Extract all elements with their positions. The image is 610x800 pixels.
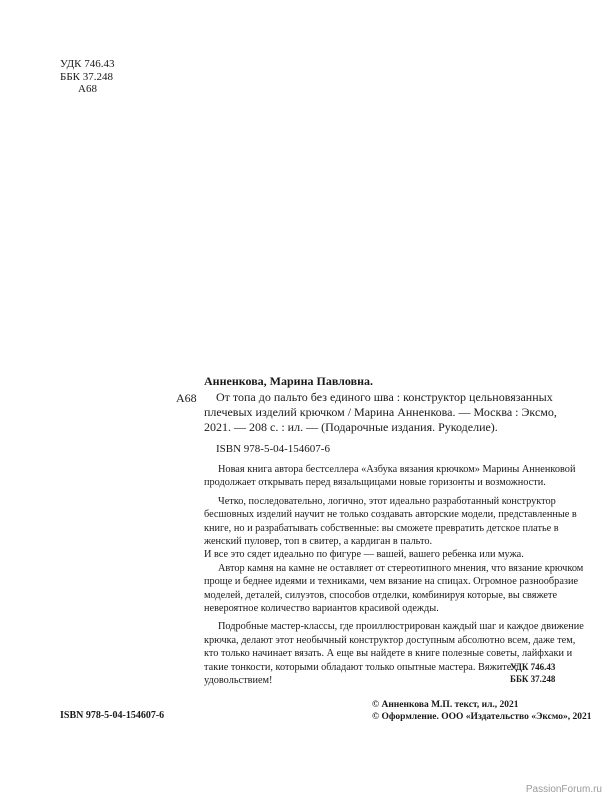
udk-code-bottom: УДК 746.43 — [510, 662, 556, 672]
bbk-code-bottom: ББК 37.248 — [510, 673, 556, 684]
bbk-code: ББК 37.248 — [60, 70, 113, 83]
classification-block-top — [60, 58, 115, 96]
author-mark: А68 — [78, 83, 97, 95]
copyright-block — [372, 699, 591, 723]
udk-code: УДК 746.43 — [60, 58, 115, 70]
catalog-description: От топа до пальто без единого шва : конструктор цельновязанных плечевых изделий крючком / Марина Анненкова. — Москва : Эксмо, 2021. — 208 с. : ил. — (Подарочные издания. Рукоделие). — [204, 390, 557, 434]
annotation-paragraph: И все это сядет идеально по фигуре — вашей, вашего ребенка или мужа. — [204, 549, 524, 561]
annotation — [204, 463, 586, 688]
annotation-paragraph: Новая книга автора бестселлера «Азбука вязания крючком» Марины Анненковой продолжает открывать перед вязальщицами новые горизонты и возможности. — [204, 464, 576, 489]
annotation-paragraph: Автор камня на камне не оставляет от стереотипного мнения, что вязание крючком проще и беднее идеями и техниками, чем вязание на спицах. Огромное разнообразие моделей, деталей, силуэтов, способов отделки, комбинируя которые, вы свяжете невероятное количество вариантов красивой одежды. — [204, 562, 584, 615]
isbn-bottom: ISBN 978-5-04-154607-6 — [60, 710, 165, 721]
annotation-paragraph: Подробные мастер-классы, где проиллюстрирован каждый шаг и каждое движение крючка, делают этот необычный конструктор доступным абсолютно всем, даже тем, кто только начинает вязать. А еще вы найдете в книге полезные советы, лайфхаки и такие тонкости, которыми обладают только опытные мастера. Вяжите с удовольствием! — [204, 621, 584, 687]
catalog-index: А68 — [176, 391, 197, 405]
annotation-paragraph: Четко, последовательно, логично, этот идеально разработанный конструктор бесшовных изделий научит не только создавать авторские модели, представленные в книге, но и разрабатывать собственные: вы сможете превратить детское платье в женский пуловер, топ в свитер, а кардиган в пальто. — [204, 495, 577, 548]
copyright-design: © Оформление. ООО «Издательство «Эксмо», 2021 — [372, 712, 592, 722]
watermark: PassionForum.ru — [525, 784, 602, 795]
copyright-text: © Анненкова М.П. текст, ил., 2021 — [372, 700, 519, 710]
catalog-author: Анненкова, Марина Павловна. — [204, 374, 373, 388]
catalog-isbn: ISBN 978-5-04-154607-6 — [216, 443, 330, 455]
classification-block-bottom — [510, 662, 555, 685]
